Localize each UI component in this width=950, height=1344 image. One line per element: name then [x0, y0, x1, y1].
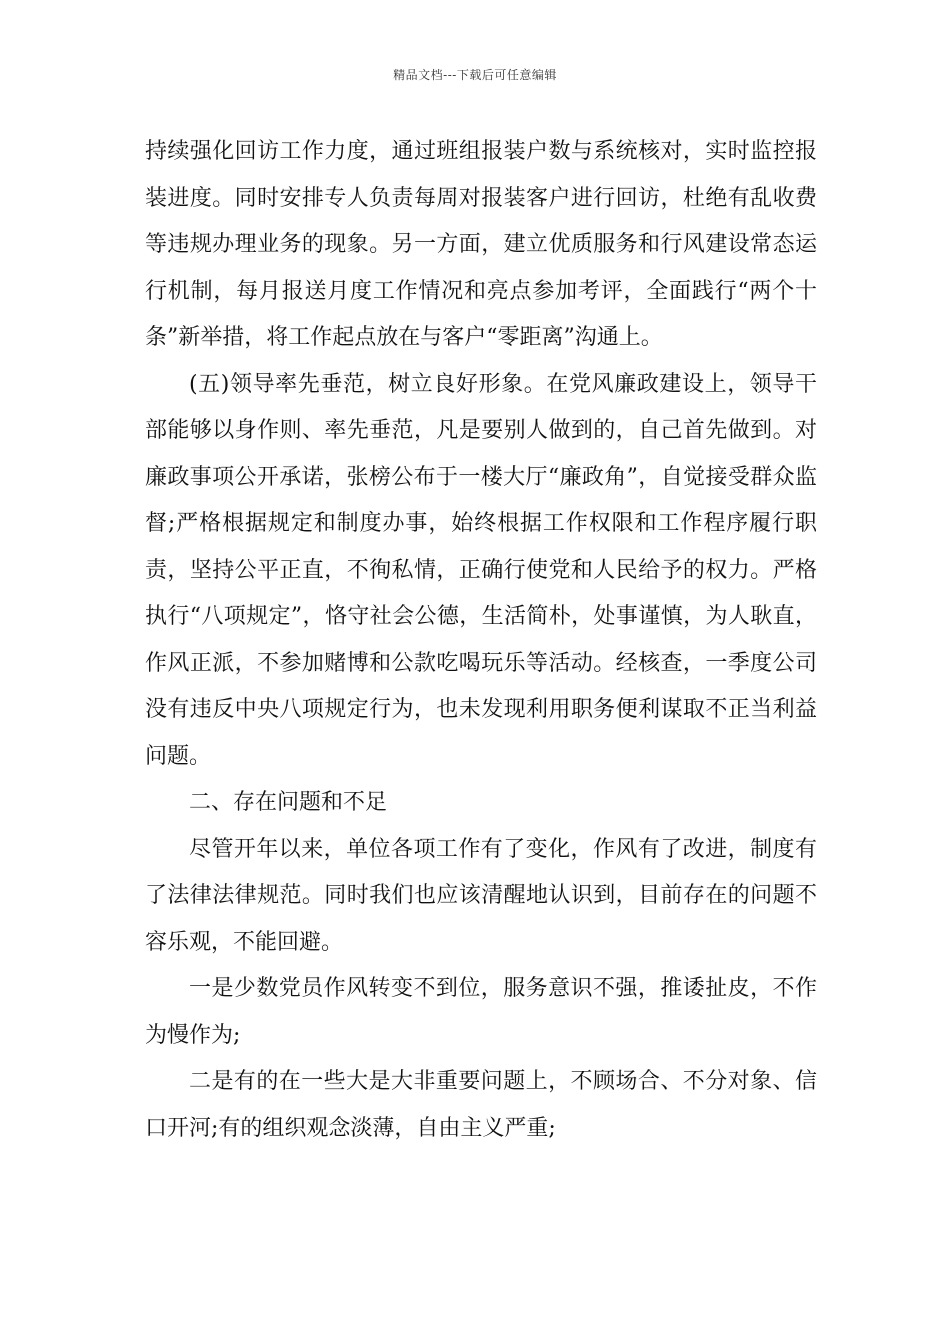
paragraph-leadership-example: (五)领导率先垂范，树立良好形象。在党风廉政建设上，领导干部能够以身作则、率先垂范，凡是要别人做到的，自己首先做到。对廉政事项公开承诺，张榜公布于一楼大厅“廉政角”，自觉接受群众监督;严格根据规定和制度办事，始终根据工作权限和工作程序履行职责，坚持公平正直，不徇私情，正确行使党和人民给予的权力。严格执行“八项规定”，恪守社会公德，生活简朴，处事谨慎，为人耿直，作风正派，不参加赌博和公款吃喝玩乐等活动。经核查，一季度公司没有违反中央八项规定行为，也未发现利用职务便利谋取不正当利益问题。 [145, 371, 817, 769]
document-body [145, 129, 817, 1152]
paragraph-problems-intro: 尽管开年以来，单位各项工作有了变化，作风有了改进，制度有了法律法律规范。同时我们也应该清醒地认识到，目前存在的问题不容乐观，不能回避。 [145, 836, 817, 955]
paragraph-problem-two: 二是有的在一些大是大非重要问题上，不顾场合、不分对象、信口开河;有的组织观念淡薄，自由主义严重; [145, 1069, 817, 1141]
paragraph-problem-one: 一是少数党员作风转变不到位，服务意识不强，推诿扯皮，不作为慢作为; [145, 976, 817, 1048]
section-heading-problems: 二、存在问题和不足 [189, 790, 388, 815]
page-header: 精品文档---下载后可任意编辑 [393, 68, 557, 82]
paragraph-service-followup: 持续强化回访工作力度，通过班组报装户数与系统核对，实时监控报装进度。同时安排专人负责每周对报装客户进行回访，杜绝有乱收费等违规办理业务的现象。另一方面，建立优质服务和行风建设常态运行机制，每月报送月度工作情况和亮点参加考评，全面践行“两个十条”新举措，将工作起点放在与客户“零距离”沟通上。 [145, 139, 817, 350]
